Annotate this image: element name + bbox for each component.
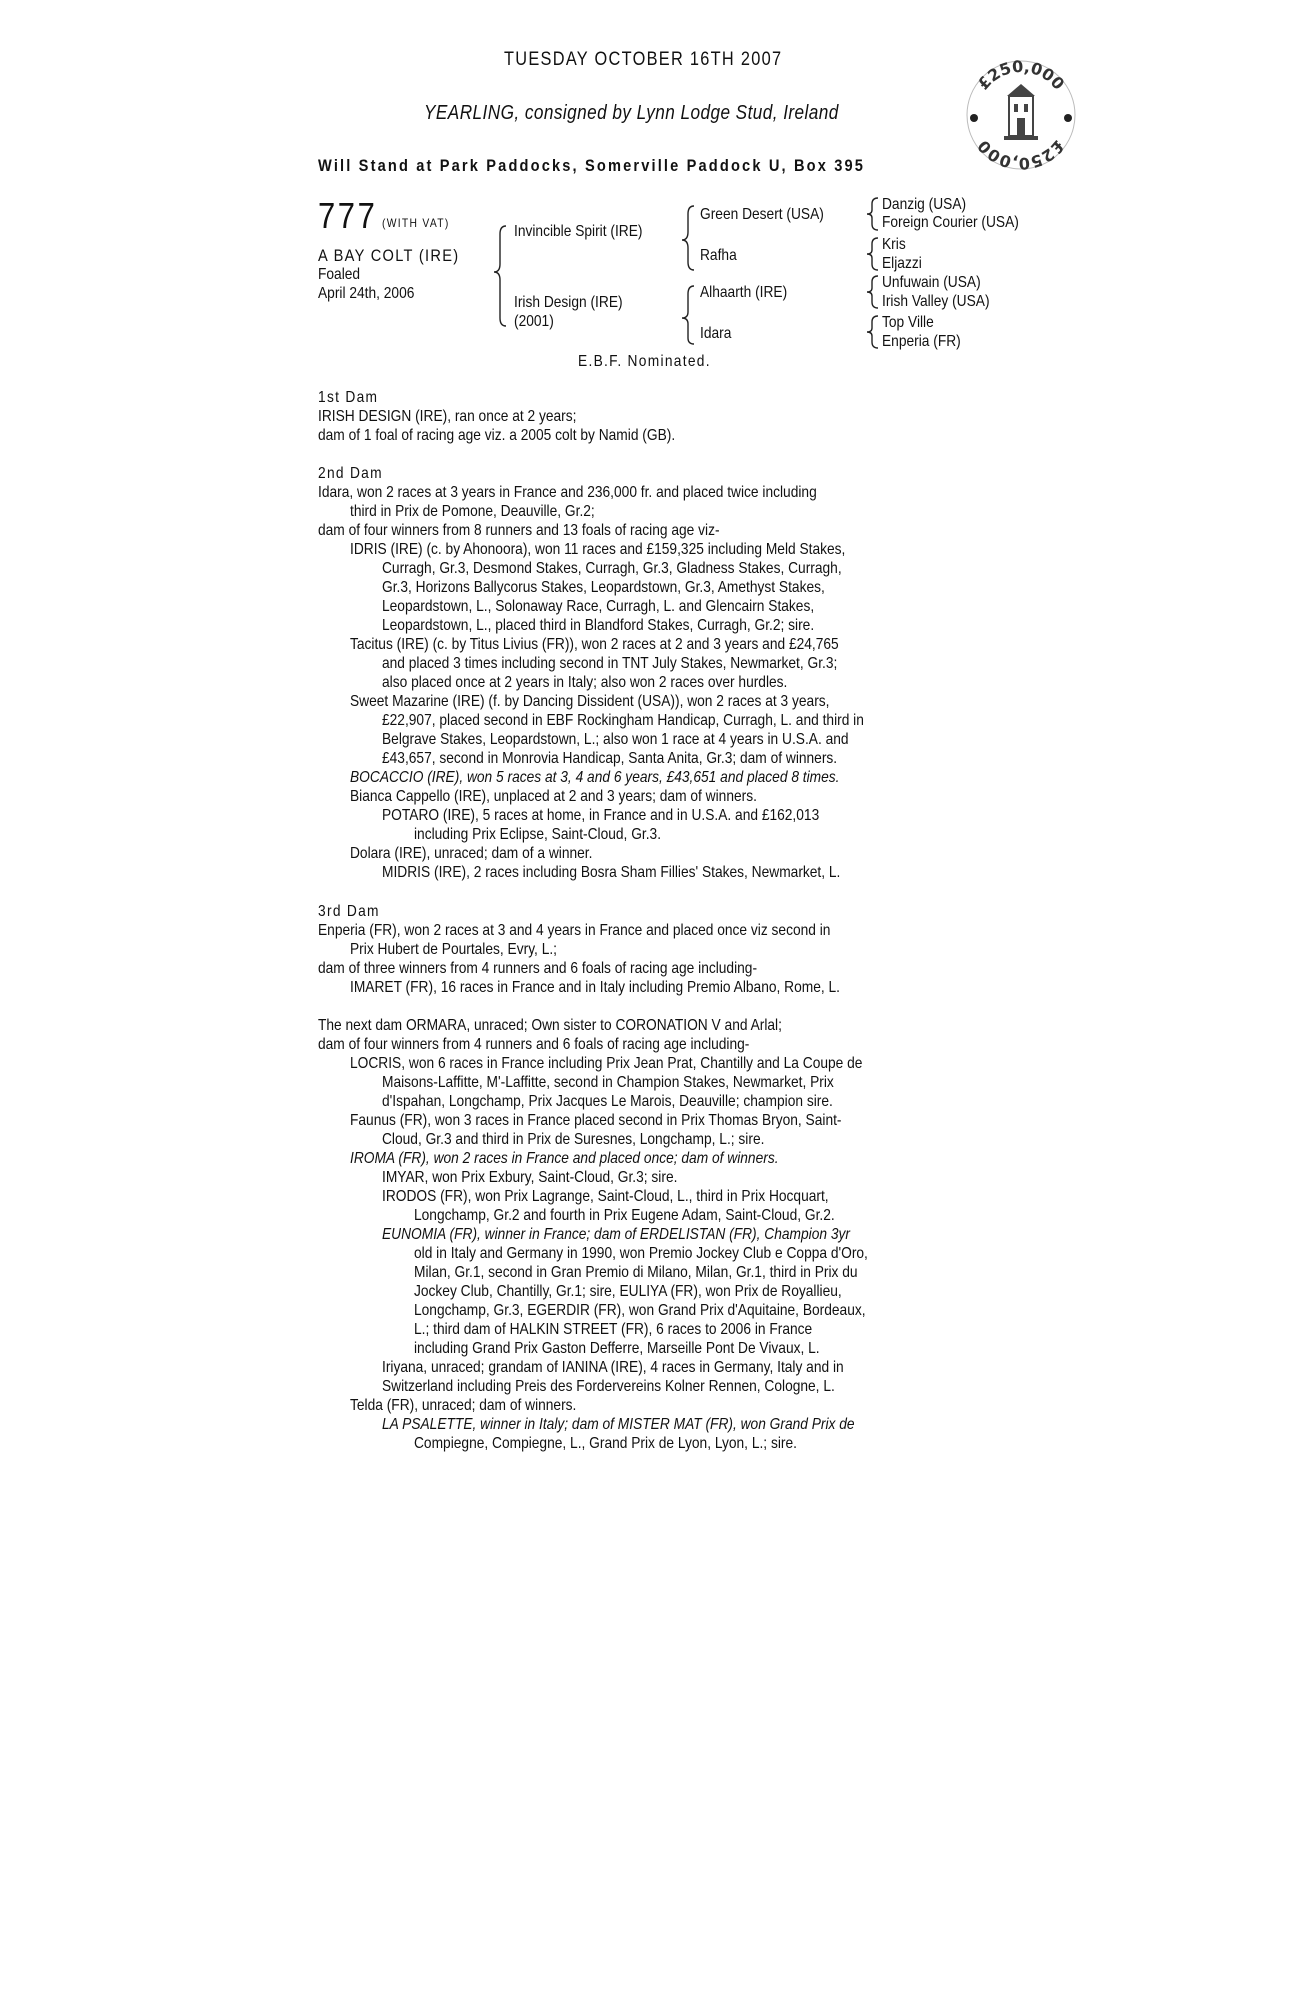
- sire-name: Invincible Spirit (IRE): [514, 223, 643, 240]
- dam2-line: also placed once at 2 years in Italy; also won 2 races over hurdles.: [382, 674, 788, 691]
- next_dam-line: Telda (FR), unraced; dam of winners.: [350, 1397, 577, 1414]
- dam3-heading: 3rd Dam: [318, 903, 380, 920]
- dam2-line: Bianca Cappello (IRE), unplaced at 2 and 3 years; dam of winners.: [350, 788, 757, 805]
- sale-date: TUESDAY OCTOBER 16TH 2007: [504, 49, 783, 70]
- gen3-ddd: Enperia (FR): [882, 333, 961, 350]
- gen3-sdd: Eljazzi: [882, 255, 922, 272]
- dam-dam: Idara: [700, 325, 732, 342]
- dam2-line: £43,657, second in Monrovia Handicap, Santa Anita, Gr.3; dam of winners.: [382, 750, 838, 767]
- next_dam-line: IMYAR, won Prix Exbury, Saint-Cloud, Gr.3; sire.: [382, 1169, 678, 1186]
- pedigree-braces: [0, 0, 1308, 360]
- dam2-line: £22,907, placed second in EBF Rockingham Handicap, Curragh, L. and third in: [382, 712, 864, 729]
- gen3-dsd: Irish Valley (USA): [882, 293, 990, 310]
- svg-text:£250,000: £250,000: [973, 136, 1069, 172]
- next_dam-line: Jockey Club, Chantilly, Gr.1; sire, EULIYA (FR), won Prix de Royallieu,: [414, 1283, 842, 1300]
- lot-number: 777: [318, 195, 378, 236]
- dam1-line: dam of 1 foal of racing age viz. a 2005 colt by Namid (GB).: [318, 427, 676, 444]
- dam2-line: Sweet Mazarine (IRE) (f. by Dancing Dissident (USA)), won 2 races at 3 years,: [350, 693, 830, 710]
- next_dam-line: IROMA (FR), won 2 races in France and placed once; dam of winners.: [350, 1150, 779, 1167]
- dam2-line: Curragh, Gr.3, Desmond Stakes, Curragh, Gr.3, Gladness Stakes, Curragh,: [382, 560, 842, 577]
- horse-description: A BAY COLT (IRE): [318, 246, 460, 265]
- next_dam-line: The next dam ORMARA, unraced; Own sister to CORONATION V and Arlal;: [318, 1017, 782, 1034]
- dam2-line: third in Prix de Pomone, Deauville, Gr.2;: [350, 503, 595, 520]
- dam2-line: including Prix Eclipse, Saint-Cloud, Gr.3.: [414, 826, 662, 843]
- next_dam-line: LOCRIS, won 6 races in France including Prix Jean Prat, Chantilly and La Coupe de: [350, 1055, 863, 1072]
- consignor-line: YEARLING, consigned by Lynn Lodge Stud, Ireland: [424, 102, 839, 124]
- next_dam-line: Longchamp, Gr.2 and fourth in Prix Eugene Adam, Saint-Cloud, Gr.2.: [414, 1207, 835, 1224]
- foaled-date: April 24th, 2006: [318, 285, 415, 302]
- next_dam-line: Longchamp, Gr.3, EGERDIR (FR), won Grand Prix d'Aquitaine, Bordeaux,: [414, 1302, 866, 1319]
- next_dam-line: Switzerland including Preis des Fordervereins Kolner Rennen, Cologne, L.: [382, 1378, 835, 1395]
- dam2-line: Leopardstown, L., Solonaway Race, Curragh, L. and Glencairn Stakes,: [382, 598, 815, 615]
- next_dam-line: Faunus (FR), won 3 races in France placed second in Prix Thomas Bryon, Saint-: [350, 1112, 842, 1129]
- sire-sire: Green Desert (USA): [700, 206, 824, 223]
- dam3-line: IMARET (FR), 16 races in France and in Italy including Premio Albano, Rome, L.: [350, 979, 840, 996]
- next_dam-line: Cloud, Gr.3 and third in Prix de Suresnes, Longchamp, L.; sire.: [382, 1131, 765, 1148]
- dam2-heading: 2nd Dam: [318, 465, 383, 482]
- dam2-line: Dolara (IRE), unraced; dam of a winner.: [350, 845, 593, 862]
- dam2-line: BOCACCIO (IRE), won 5 races at 3, 4 and 6 years, £43,651 and placed 8 times.: [350, 769, 840, 786]
- next_dam-line: Compiegne, Compiegne, L., Grand Prix de Lyon, Lyon, L.; sire.: [414, 1435, 797, 1452]
- dam3-line: Enperia (FR), won 2 races at 3 and 4 years in France and placed once viz second in: [318, 922, 831, 939]
- gen3-dds: Top Ville: [882, 314, 934, 331]
- next_dam-line: including Grand Prix Gaston Defferre, Marseille Pont De Vivaux, L.: [414, 1340, 820, 1357]
- next_dam-line: Milan, Gr.1, second in Gran Premio di Milano, Milan, Gr.1, third in Prix du: [414, 1264, 858, 1281]
- gen3-sss: Danzig (USA): [882, 196, 967, 213]
- next_dam-line: dam of four winners from 4 runners and 6 foals of racing age including-: [318, 1036, 750, 1053]
- next_dam-line: Maisons-Laffitte, M'-Laffitte, second in Champion Stakes, Newmarket, Prix: [382, 1074, 834, 1091]
- dam2-line: Idara, won 2 races at 3 years in France and 236,000 fr. and placed twice including: [318, 484, 817, 501]
- dam2-line: dam of four winners from 8 runners and 13 foals of racing age viz-: [318, 522, 720, 539]
- gen3-ssd: Foreign Courier (USA): [882, 214, 1019, 231]
- dam2-line: Leopardstown, L., placed third in Blandford Stakes, Curragh, Gr.2; sire.: [382, 617, 815, 634]
- next_dam-line: L.; third dam of HALKIN STREET (FR), 6 races to 2006 in France: [414, 1321, 813, 1338]
- dam1-heading: 1st Dam: [318, 389, 379, 406]
- dam3-line: Prix Hubert de Pourtales, Evry, L.;: [350, 941, 557, 958]
- dam2-line: POTARO (IRE), 5 races at home, in France and in U.S.A. and £162,013: [382, 807, 820, 824]
- next_dam-line: IRODOS (FR), won Prix Lagrange, Saint-Cloud, L., third in Prix Hocquart,: [382, 1188, 829, 1205]
- dam-sire: Alhaarth (IRE): [700, 284, 788, 301]
- gen3-sds: Kris: [882, 236, 906, 253]
- foaled-label: Foaled: [318, 266, 361, 283]
- location-line: Will Stand at Park Paddocks, Somerville Paddock U, Box 395: [318, 156, 866, 175]
- dam2-line: MIDRIS (IRE), 2 races including Bosra Sham Fillies' Stakes, Newmarket, L.: [382, 864, 841, 881]
- sire-dam: Rafha: [700, 247, 737, 264]
- dam1-line: IRISH DESIGN (IRE), ran once at 2 years;: [318, 408, 577, 425]
- dam-name: Irish Design (IRE): [514, 294, 623, 311]
- next_dam-line: LA PSALETTE, winner in Italy; dam of MISTER MAT (FR), won Grand Prix de: [382, 1416, 855, 1433]
- next_dam-line: Iriyana, unraced; grandam of IANINA (IRE), 4 races in Germany, Italy and in: [382, 1359, 844, 1376]
- gen3-dss: Unfuwain (USA): [882, 274, 981, 291]
- dam2-line: Gr.3, Horizons Ballycorus Stakes, Leopardstown, Gr.3, Amethyst Stakes,: [382, 579, 825, 596]
- ebf-nomination: E.B.F. Nominated.: [578, 353, 711, 370]
- dam2-line: Belgrave Stakes, Leopardstown, L.; also won 1 race at 4 years in U.S.A. and: [382, 731, 849, 748]
- next_dam-line: d'Ispahan, Longchamp, Prix Jacques Le Marois, Deauville; champion sire.: [382, 1093, 833, 1110]
- vat-label: (WITH VAT): [382, 216, 450, 230]
- svg-text:£250,000: £250,000: [973, 58, 1069, 94]
- dam2-line: IDRIS (IRE) (c. by Ahonoora), won 11 races and £159,325 including Meld Stakes,: [350, 541, 846, 558]
- dam2-line: Tacitus (IRE) (c. by Titus Livius (FR)), won 2 races at 2 and 3 years and £24,765: [350, 636, 839, 653]
- next_dam-line: EUNOMIA (FR), winner in France; dam of ERDELISTAN (FR), Champion 3yr: [382, 1226, 850, 1243]
- dam3-line: dam of three winners from 4 runners and 6 foals of racing age including-: [318, 960, 758, 977]
- dam-year: (2001): [514, 313, 554, 330]
- dam2-line: and placed 3 times including second in TNT July Stakes, Newmarket, Gr.3;: [382, 655, 838, 672]
- next_dam-line: old in Italy and Germany in 1990, won Premio Jockey Club e Coppa d'Oro,: [414, 1245, 868, 1262]
